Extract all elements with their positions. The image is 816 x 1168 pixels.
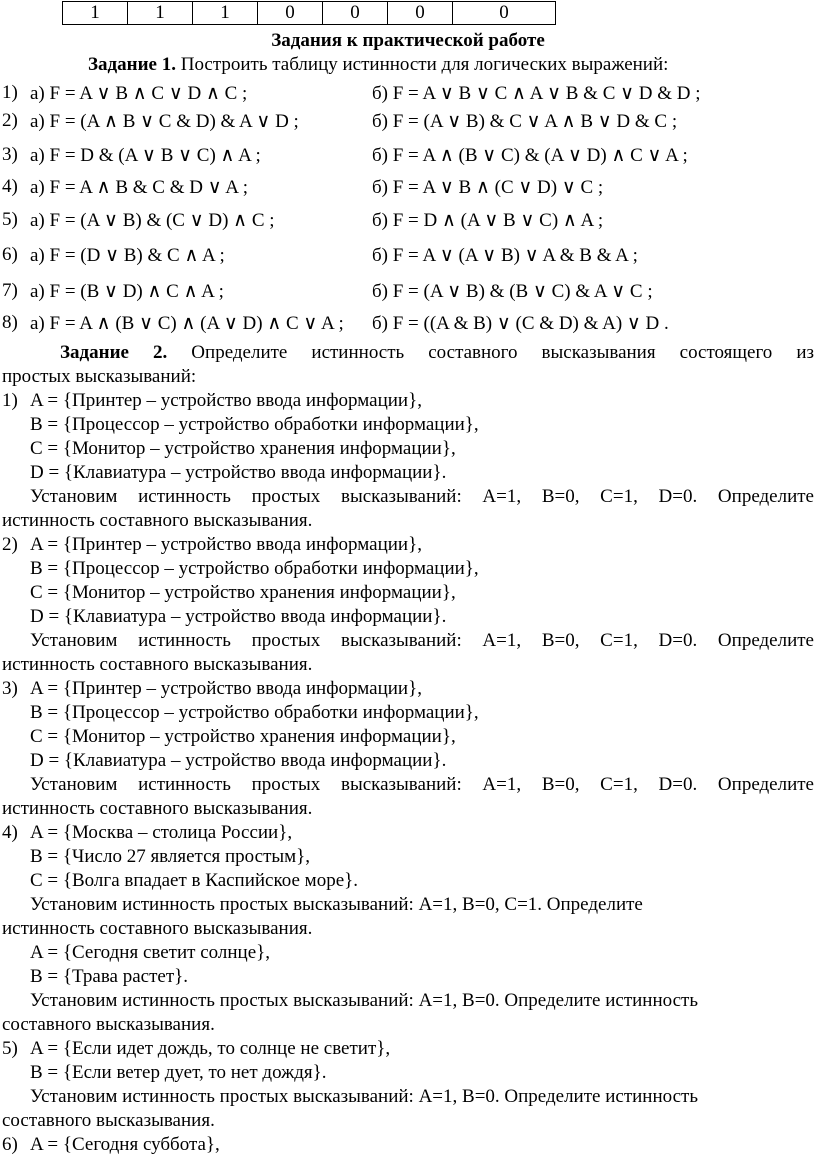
statement-line: Установим истинность простых высказываний: A=1, B=0, C=1, D=0. Определите (30, 630, 814, 651)
task1-label: Задание 1. (88, 54, 176, 75)
statement-line: C = {Монитор – устройство хранения информации}, (30, 582, 456, 603)
task2-line2: простых высказываний: (2, 366, 197, 387)
formula-number: 3) (2, 144, 18, 165)
statement-line: D = {Клавиатура – устройство ввода информации}. (30, 606, 447, 627)
item-number: 2) (2, 534, 18, 555)
formula-a: а) F = A ∨ B ∧ C ∨ D ∧ C ; (30, 83, 248, 104)
table-cell: 0 (453, 2, 556, 25)
statement-line: B = {Процессор – устройство обработки информации}, (30, 702, 479, 723)
statement-line: Установим истинность простых высказываний: A=1, B=0, C=1, D=0. Определите (30, 774, 814, 795)
formula-number: 4) (2, 176, 18, 197)
table-cell: 1 (63, 2, 128, 25)
value-table (62, 1, 556, 25)
table-cell: 0 (258, 2, 323, 25)
task2-intro (0, 341, 814, 365)
task2-intro-line (60, 341, 814, 365)
statement-line: B = {Трава растет}. (30, 966, 189, 987)
statement-line: A = {Москва – столица России}, (30, 822, 293, 843)
table-cell: 1 (128, 2, 193, 25)
item-number: 6) (2, 1134, 18, 1155)
formula-row (0, 278, 816, 308)
item-number: 3) (2, 678, 18, 699)
formula-a: а) F = (D ∨ B) & C ∧ A ; (30, 245, 225, 266)
statement-line: Установим истинность простых высказываний: A=1, B=0. Определите истинность (30, 1086, 698, 1107)
formula-number: 5) (2, 209, 18, 230)
table-cell: 0 (388, 2, 453, 25)
formula-row (0, 174, 816, 204)
formula-b: б) F = A ∨ B ∨ C ∧ A ∨ B & C ∨ D & D ; (372, 83, 701, 104)
formula-row (0, 142, 816, 172)
statement-line: A = {Принтер – устройство ввода информации}, (30, 678, 422, 699)
formula-row (0, 80, 816, 110)
statement-line: истинность составного высказывания. (2, 798, 313, 819)
task1-intro (88, 53, 668, 77)
task2-label: Задание 2. (60, 342, 168, 363)
statement-line: B = {Процессор – устройство обработки информации}, (30, 414, 479, 435)
statement-line: A = {Сегодня светит солнце}, (30, 942, 270, 963)
statement-line: D = {Клавиатура – устройство ввода информации}. (30, 750, 447, 771)
statement-line: истинность составного высказывания. (2, 510, 313, 531)
formula-row (0, 242, 816, 272)
statement-line: Установим истинность простых высказываний: A=1, B=0, C=1, D=0. Определите (30, 486, 814, 507)
formula-row (0, 310, 816, 340)
statement-line: A = {Принтер – устройство ввода информации}, (30, 534, 422, 555)
formula-row (0, 207, 816, 237)
statement-line: C = {Монитор – устройство хранения информации}, (30, 726, 456, 747)
formula-b: б) F = A ∨ (A ∨ B) ∨ A & B & A ; (372, 245, 638, 266)
formula-a: а) F = (A ∧ B ∨ C & D) & A ∨ D ; (30, 111, 299, 132)
formula-a: а) F = A ∧ B & C & D ∨ A ; (30, 177, 249, 198)
table-cell: 1 (193, 2, 258, 25)
formula-row (0, 108, 816, 138)
formula-number: 2) (2, 110, 18, 131)
statement-line: B = {Число 27 является простым}, (30, 846, 311, 867)
formula-b: б) F = D ∧ (A ∨ B ∨ C) ∧ A ; (372, 210, 604, 231)
statement-line: A = {Сегодня суббота}, (30, 1134, 220, 1155)
formula-b: б) F = ((A & B) ∨ (C & D) & A) ∨ D . (372, 313, 669, 334)
formula-b: б) F = (A ∨ B) & (B ∨ C) & A ∨ C ; (372, 281, 653, 302)
task2-line1: Определите истинность составного высказывания состоящего из (167, 342, 814, 363)
page-heading: Задания к практической работе (271, 30, 545, 51)
formula-b: б) F = A ∧ (B ∨ C) & (A ∨ D) ∧ C ∨ A ; (372, 145, 688, 166)
formula-a: а) F = D & (A ∨ B ∨ C) ∧ A ; (30, 145, 261, 166)
formula-number: 8) (2, 312, 18, 333)
item-number: 1) (2, 390, 18, 411)
statement-line: Установим истинность простых высказываний: A=1, B=0. Определите истинность (30, 990, 698, 1011)
statement-line: истинность составного высказывания. (2, 918, 313, 939)
statement-line: B = {Если ветер дует, то нет дождя}. (30, 1062, 327, 1083)
formula-a: а) F = A ∧ (B ∨ C) ∧ (A ∨ D) ∧ C ∨ A ; (30, 313, 344, 334)
formula-b: б) F = A ∨ B ∧ (C ∨ D) ∨ C ; (372, 177, 604, 198)
item-number: 5) (2, 1038, 18, 1059)
statement-line: Установим истинность простых высказываний: A=1, B=0, C=1. Определите (30, 894, 643, 915)
table-cell: 0 (323, 2, 388, 25)
formula-number: 7) (2, 280, 18, 301)
value-table-row (63, 2, 556, 25)
statement-line: составного высказывания. (2, 1110, 215, 1131)
formula-b: б) F = (A ∨ B) & C ∨ A ∧ B ∨ D & C ; (372, 111, 678, 132)
statement-line: истинность составного высказывания. (2, 654, 313, 675)
statement-line: составного высказывания. (2, 1014, 215, 1035)
formula-a: а) F = (A ∨ B) & (C ∨ D) ∧ C ; (30, 210, 275, 231)
statement-line: A = {Принтер – устройство ввода информации}, (30, 390, 422, 411)
task1-text: Построить таблицу истинности для логических выражений: (175, 54, 669, 75)
item-number: 4) (2, 822, 18, 843)
statement-line: A = {Если идет дождь, то солнце не светит}, (30, 1038, 391, 1059)
statement-line: C = {Волга впадает в Каспийское море}. (30, 870, 359, 891)
formula-number: 6) (2, 244, 18, 265)
statement-line: D = {Клавиатура – устройство ввода информации}. (30, 462, 447, 483)
formula-a: а) F = (B ∨ D) ∧ C ∧ A ; (30, 281, 224, 302)
formula-number: 1) (2, 82, 18, 103)
statement-line: B = {Процессор – устройство обработки информации}, (30, 558, 479, 579)
statement-line: C = {Монитор – устройство хранения информации}, (30, 438, 456, 459)
